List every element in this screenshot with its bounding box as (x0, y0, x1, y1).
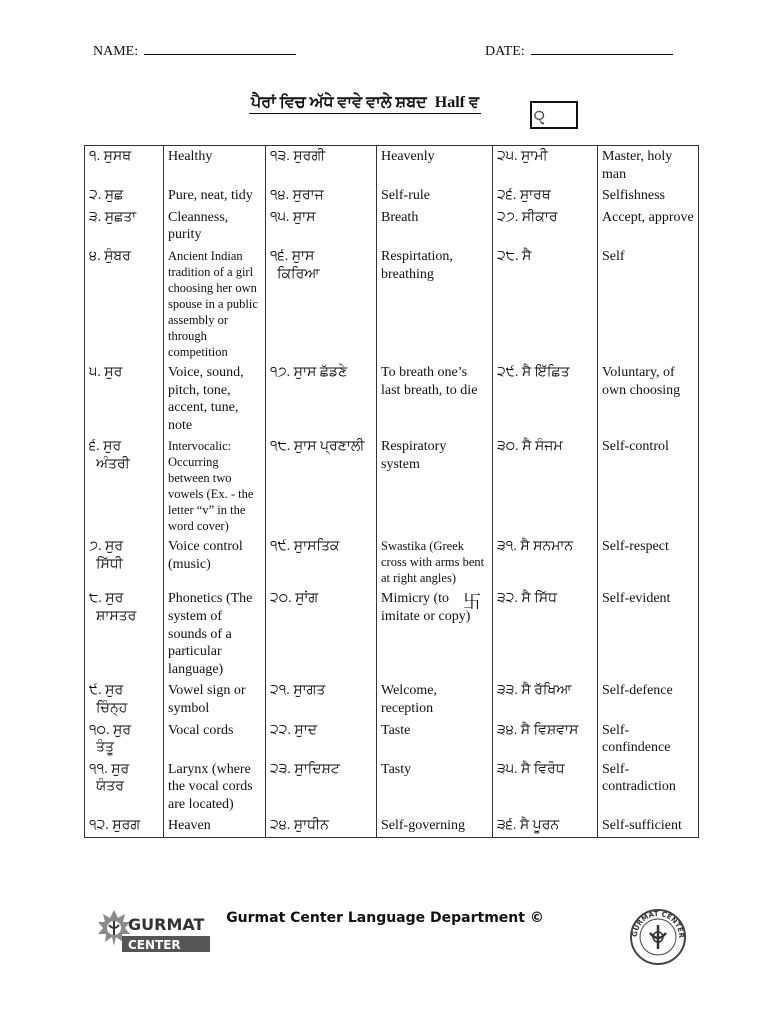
item-number: ੯. (89, 683, 102, 699)
item-number: ੧੮. (270, 439, 291, 455)
english-definition: Vowel sign or symbol (164, 680, 266, 719)
gurmukhi-word: ਸੁਾਂਗ (295, 591, 319, 607)
gurmukhi-word: ਸੁਰਗ (112, 818, 141, 834)
gurmukhi-word-cell (493, 436, 598, 536)
gurmukhi-word-cell (85, 207, 164, 246)
logo-left-line2: CENTER (128, 938, 181, 952)
gurmukhi-word-cell (493, 815, 598, 837)
gurmukhi-word: ਸੀਕਾਰ (521, 209, 558, 225)
english-definition: Voice, sound, pitch, tone, accent, tune, note (164, 362, 266, 436)
item-number: ੨੮. (497, 248, 519, 264)
gurmukhi-word: ਸੈ ਸੰਜਮ (522, 439, 563, 455)
table-row (85, 815, 699, 837)
gurmukhi-word-cell (85, 815, 164, 837)
gurmukhi-word-cell (85, 185, 164, 207)
name-label: NAME: (93, 44, 139, 59)
seal-ring-text: GURMAT CENTER (630, 909, 686, 939)
item-number: ੨੫. (497, 149, 518, 164)
item-number: ੧੨. (89, 818, 109, 834)
item-number: ੧੬. (270, 248, 289, 264)
gurmukhi-word: ਸੁਰ ਸਿੱਧੀ (96, 539, 124, 572)
gurmukhi-word-cell (493, 207, 598, 246)
item-number: ੨੬. (497, 188, 517, 204)
gurmukhi-word-cell (85, 362, 164, 436)
table-row (85, 759, 699, 816)
english-definition: Ancient Indian tradition of a girl choosing her own spouse in a public assembly or through competition (164, 246, 266, 362)
gurmukhi-word: ਸੁਾਧੀਨ (293, 818, 329, 834)
item-number: ੧੩. (270, 149, 290, 164)
gurmukhi-word: ਸੁਾਰਥ (519, 188, 551, 204)
gurmukhi-word: ਸੁਾਸ ਪ੍ਰਣਾਲੀ (293, 439, 365, 455)
gurmukhi-word-cell (266, 536, 377, 588)
gurmukhi-word: ਸੁਰ ਚਿੰਨ੍ਹ (96, 683, 128, 716)
english-definition: To breath one’s last breath, to die (377, 362, 493, 436)
table-row (85, 146, 699, 186)
gurmukhi-word: ਸੁਾਸ ਛੱਡਣੇ (293, 364, 348, 380)
english-definition: Self-rule (377, 185, 493, 207)
gurmukhi-word: ਸੁਰ ਯੰਤਰ (96, 761, 130, 795)
english-definition: Heaven (164, 815, 266, 837)
logo-left-line1: GURMAT (128, 915, 205, 934)
english-definition: Respiratory system (377, 436, 493, 536)
item-number: ੩. (89, 209, 102, 225)
english-definition: Taste (377, 720, 493, 759)
item-number: ੩੦. (497, 439, 519, 455)
gurmukhi-word-cell (493, 536, 598, 588)
english-definition: Self-defence (598, 680, 699, 719)
english-definition: Voluntary, of own choosing (598, 362, 699, 436)
gurmukhi-word-cell (266, 588, 377, 680)
english-definition: Selfishness (598, 185, 699, 207)
gurmukhi-word: ਸੁਸਥ (103, 149, 132, 164)
english-definition: Intervocalic: Occurring between two vowels (Ex. - the letter “v” in the word cover) (164, 436, 266, 536)
gurmukhi-word-cell (85, 536, 164, 588)
english-definition: Self-evident (598, 588, 699, 680)
gurmukhi-word-cell (85, 680, 164, 719)
gurmukhi-word-cell (266, 759, 377, 816)
item-number: ੩੬. (497, 818, 517, 834)
name-field (93, 40, 296, 60)
date-blank[interactable] (531, 40, 673, 55)
english-definition: Self-confindence (598, 720, 699, 759)
title-letter: ਵ (469, 94, 480, 111)
gurmukhi-word: ਸੁਾਸ ਕਿਰਿਆ (277, 248, 320, 282)
item-number: ੩੫. (497, 761, 518, 777)
gurmukhi-word-cell (493, 146, 598, 186)
table-row (85, 362, 699, 436)
item-number: ੧੦. (89, 722, 110, 738)
english-definition: Welcome, reception (377, 680, 493, 719)
item-number: ੩੧. (497, 539, 517, 555)
gurmukhi-word: ਸੁਰ ਤੰਤੂ (96, 722, 132, 756)
english-definition: Heavenly (377, 146, 493, 186)
gurmukhi-word: ਸੁਰ ਅੰਤਰੀ (96, 439, 130, 472)
vocab-table (84, 145, 699, 838)
table-row (85, 536, 699, 588)
item-number: ੨੪. (270, 818, 291, 834)
gurmukhi-word: ਸੈ ਇੱਛਿਤ (521, 364, 570, 380)
gurmukhi-word-cell (493, 246, 598, 362)
item-number: ੧੫. (270, 209, 290, 225)
english-definition: Vocal cords (164, 720, 266, 759)
item-number: ੩੪. (497, 722, 518, 738)
english-definition: Master, holy man (598, 146, 699, 186)
answer-box (530, 101, 578, 129)
gurmukhi-word: ਸੁਾਗਤ (293, 683, 326, 699)
english-definition: Self-sufficient (598, 815, 699, 837)
swastika-symbol: 卐 (463, 592, 481, 612)
item-number: ੪. (89, 248, 101, 264)
gurmukhi-word-cell (266, 815, 377, 837)
item-number: ੨੨. (270, 722, 291, 738)
item-number: ੧੯. (270, 539, 291, 555)
english-definition: Mimicry (to imitate or copy) (377, 588, 493, 680)
gurmukhi-word: ਸੁਾਸ (292, 209, 316, 225)
gurmukhi-word: ਸੈ ਸਿੱਧ (521, 591, 557, 607)
gurmukhi-word: ਸੈ ਵਿਸ਼ਵਾਸ (520, 722, 579, 738)
gurmukhi-word: ਸੁਰਾਜ (292, 188, 324, 204)
item-number: ੬. (89, 439, 100, 455)
item-number: ੧੧. (89, 761, 108, 777)
gurmukhi-word: ਸੁਛਤਾ (104, 209, 137, 225)
gurmukhi-word: ਸੁਾਦਿਸ਼ਟ (294, 761, 340, 777)
gurmukhi-word: ਸੈ (521, 248, 532, 264)
item-number: ੨੭. (497, 209, 519, 225)
item-number: ੭. (89, 539, 102, 555)
table-row (85, 185, 699, 207)
table-row (85, 207, 699, 246)
english-definition: Self (598, 246, 699, 362)
name-blank[interactable] (144, 40, 296, 55)
english-definition: Accept, approve (598, 207, 699, 246)
item-number: ੫. (89, 364, 101, 380)
item-number: ੮. (89, 591, 102, 607)
english-definition: Larynx (where the vocal cords are located) (164, 759, 266, 816)
gurmukhi-word: ਸੁਾਦ (294, 722, 318, 738)
english-definition: Respirtation, breathing (377, 246, 493, 362)
english-definition: Tasty (377, 759, 493, 816)
gurmukhi-word: ਸੁਾਸਤਿਕ (293, 539, 340, 555)
english-definition: Healthy (164, 146, 266, 186)
item-number: ੨੯. (497, 364, 519, 380)
gurmukhi-word: ਸੈ ਸਨਮਾਨ (520, 539, 574, 555)
answer-symbol: ੑ (534, 108, 545, 123)
item-number: ੧. (89, 149, 101, 164)
gurmukhi-word-cell (493, 759, 598, 816)
item-number: ੨. (89, 188, 102, 204)
gurmukhi-word-cell (85, 759, 164, 816)
title-underline (249, 94, 481, 114)
english-definition: Cleanness, purity (164, 207, 266, 246)
item-number: ੩੩. (497, 683, 518, 699)
footer-text: Gurmat Center Language Department © (226, 910, 544, 926)
gurmukhi-word: ਸੈ ਪੂਰਨ (519, 818, 560, 834)
table-row (85, 246, 699, 362)
gurmukhi-word-cell (266, 436, 377, 536)
page-title (0, 94, 770, 114)
english-definition: Voice control (music) (164, 536, 266, 588)
gurmukhi-word-cell (85, 436, 164, 536)
gurmukhi-word: ਸੁੰਬਰ (104, 248, 131, 264)
item-number: ੨੧. (270, 683, 290, 699)
table-row (85, 680, 699, 719)
gurmukhi-word: ਸੈ ਰੱਖਿਆ (521, 683, 572, 699)
item-number: ੧੭. (270, 364, 291, 380)
english-definition: Phonetics (The system of sounds of a particular language) (164, 588, 266, 680)
gurmukhi-word: ਸੁਰ (104, 364, 123, 380)
gurmukhi-word: ਸੁਛ (104, 188, 124, 204)
gurmukhi-word-cell (85, 588, 164, 680)
english-definition: Self-contradiction (598, 759, 699, 816)
gurmukhi-word-cell (493, 680, 598, 719)
table-row (85, 588, 699, 680)
item-number: ੨੦. (270, 591, 292, 607)
item-number: ੨੩. (270, 761, 291, 777)
gurmukhi-word: ਸੁਾਮੀ (520, 149, 548, 164)
gurmukhi-word-cell (266, 185, 377, 207)
gurmukhi-word-cell (266, 207, 377, 246)
gurmukhi-word-cell (85, 146, 164, 186)
gurmukhi-word-cell (266, 680, 377, 719)
gurmukhi-word: ਸੁਰਗੀ (293, 149, 326, 164)
table-row (85, 720, 699, 759)
english-definition: Self-respect (598, 536, 699, 588)
title-latin: Half (434, 94, 465, 111)
item-number: ੧੪. (270, 188, 290, 204)
date-label: DATE: (485, 44, 525, 59)
date-field (485, 40, 673, 60)
gurmukhi-word-cell (85, 246, 164, 362)
english-definition: Pure, neat, tidy (164, 185, 266, 207)
gurmukhi-word-cell (493, 588, 598, 680)
english-definition: Self-control (598, 436, 699, 536)
gurmukhi-word-cell (493, 720, 598, 759)
gurmukhi-word-cell (85, 720, 164, 759)
gurmukhi-word: ਸੈ ਵਿਰੋਧ (520, 761, 565, 777)
english-definition: Breath (377, 207, 493, 246)
gurmukhi-word-cell (493, 185, 598, 207)
gurmukhi-word-cell (266, 246, 377, 362)
gurmukhi-word-cell (266, 362, 377, 436)
english-definition: Self-governing (377, 815, 493, 837)
gurmukhi-word-cell (493, 362, 598, 436)
table-row (85, 436, 699, 536)
gurmukhi-word-cell (266, 146, 377, 186)
title-gurmukhi: ਪੈਰਾਂ ਵਿਚ ਅੱਧੇ ਵਾਵੇ ਵਾਲੇ ਸ਼ਬਦ (250, 94, 427, 111)
gurmukhi-word: ਸੁਰ ਸ਼ਾਸਤਰ (96, 591, 137, 624)
gurmat-center-seal (629, 908, 687, 966)
item-number: ੩੨. (497, 591, 518, 607)
gurmukhi-word-cell (266, 720, 377, 759)
english-definition: Swastika (Greek cross with arms bent at right angles) (377, 536, 493, 588)
